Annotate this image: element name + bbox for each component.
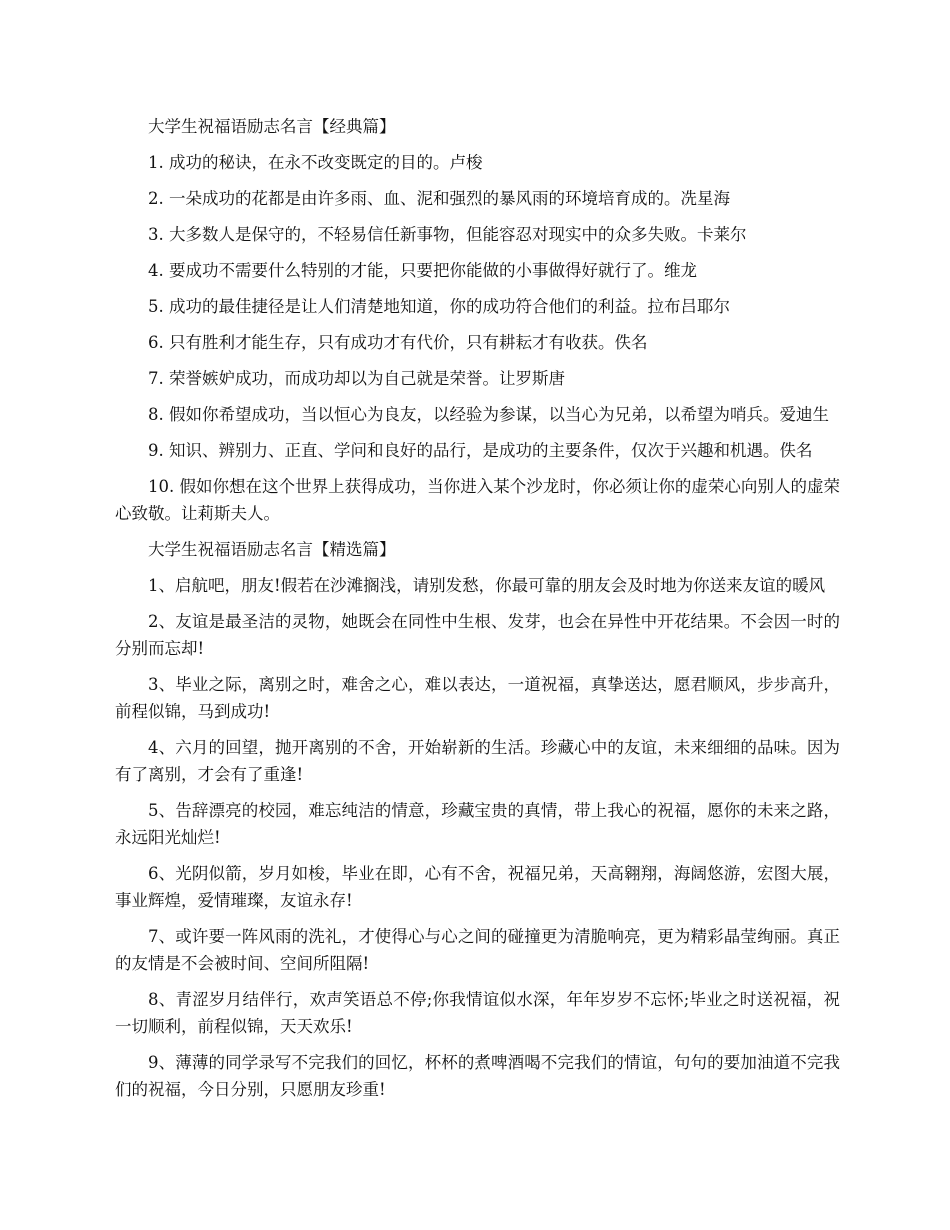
blessing-paragraph: 7、或许要一阵风雨的洗礼，才使得心与心之间的碰撞更为清脆响亮，更为精彩晶莹绚丽。真正的友情是不会被时间、空间所阻隔! — [115, 927, 840, 973]
quote-paragraph: 4. 要成功不需要什么特别的才能，只要把你能做的小事做得好就行了。维龙 — [148, 261, 697, 280]
quote-paragraph: 7. 荣誉嫉妒成功，而成功却以为自己就是荣誉。让罗斯唐 — [148, 369, 565, 388]
blessing-paragraph: 2、友谊是最圣洁的灵物，她既会在同性中生根、发芽，也会在异性中开花结果。不会因一时的分别而忘却! — [115, 612, 840, 658]
quote-paragraph: 10. 假如你想在这个世界上获得成功，当你进入某个沙龙时，你必须让你的虚荣心向别人的虚荣心致敬。让莉斯夫人。 — [115, 477, 840, 523]
blessing-paragraph: 9、薄薄的同学录写不完我们的回忆，杯杯的煮啤酒喝不完我们的情谊，句句的要加油道不完我们的祝福，今日分别，只愿朋友珍重! — [115, 1053, 840, 1099]
quote-paragraph: 6. 只有胜利才能生存，只有成功才有代价，只有耕耘才有收获。佚名 — [148, 333, 648, 352]
quote-paragraph: 1. 成功的秘诀，在永不改变既定的目的。卢梭 — [148, 153, 483, 172]
quote-paragraph: 8. 假如你希望成功，当以恒心为良友，以经验为参谋，以当心为兄弟，以希望为哨兵。爱迪生 — [148, 405, 829, 424]
section-heading: 大学生祝福语励志名言【经典篇】 — [148, 117, 396, 136]
document-page — [115, 113, 840, 1112]
quote-paragraph: 3. 大多数人是保守的，不轻易信任新事物，但能容忍对现实中的众多失败。卡莱尔 — [148, 225, 747, 244]
blessing-paragraph: 5、告辞漂亮的校园，难忘纯洁的情意，珍藏宝贵的真情，带上我心的祝福，愿你的未来之路，永远阳光灿烂! — [115, 801, 840, 847]
section-heading: 大学生祝福语励志名言【精选篇】 — [148, 540, 396, 559]
blessing-paragraph: 3、毕业之际，离别之时，难舍之心，难以表达，一道祝福，真挚送达，愿君顺风，步步高升，前程似锦，马到成功! — [115, 675, 840, 721]
blessing-paragraph: 1、启航吧，朋友!假若在沙滩搁浅，请别发愁，你最可靠的朋友会及时地为你送来友谊的暖风 — [148, 576, 826, 595]
quote-paragraph: 9. 知识、辨别力、正直、学问和良好的品行，是成功的主要条件，仅次于兴趣和机遇。佚名 — [148, 441, 813, 460]
blessing-paragraph: 8、青涩岁月结伴行，欢声笑语总不停;你我情谊似水深，年年岁岁不忘怀;毕业之时送祝福，祝一切顺利，前程似锦，天天欢乐! — [115, 990, 840, 1036]
blessing-paragraph: 4、六月的回望，抛开离别的不舍，开始崭新的生活。珍藏心中的友谊，未来细细的品味。因为有了离别，才会有了重逢! — [115, 738, 840, 784]
quote-paragraph: 5. 成功的最佳捷径是让人们清楚地知道，你的成功符合他们的利益。拉布吕耶尔 — [148, 297, 730, 316]
section-classic — [115, 113, 840, 527]
quote-paragraph: 2. 一朵成功的花都是由许多雨、血、泥和强烈的暴风雨的环境培育成的。冼星海 — [148, 189, 730, 208]
blessing-paragraph: 6、光阴似箭，岁月如梭，毕业在即，心有不舍，祝福兄弟，天高翱翔，海阔悠游，宏图大展，事业辉煌，爱情璀璨，友谊永存! — [115, 864, 840, 910]
section-selected — [115, 536, 840, 1103]
